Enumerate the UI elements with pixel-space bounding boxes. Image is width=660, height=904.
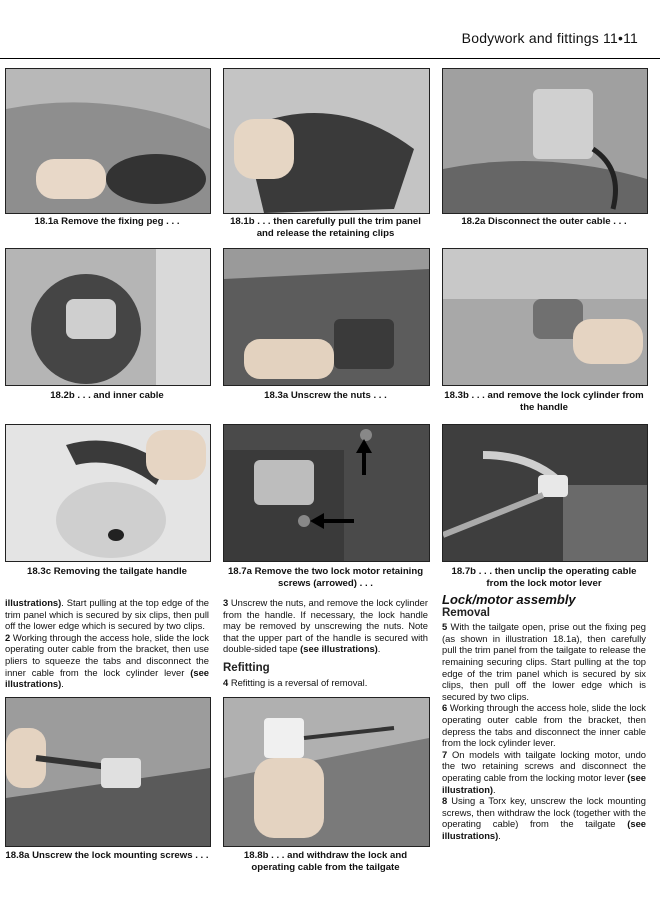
- caption-18-1a: 18.1a Remove the fixing peg . . .: [34, 216, 180, 227]
- text-column-3: [442, 594, 646, 841]
- photo-18-7a-image: [224, 425, 429, 561]
- illustrations-ref: (see illustrations): [442, 818, 646, 841]
- punct: .: [498, 829, 501, 841]
- photo-18-3a: [223, 248, 430, 386]
- header-rule: [0, 58, 660, 59]
- refitting-heading: Refitting: [223, 661, 270, 674]
- photo-18-1a-image: [6, 69, 210, 213]
- photo-18-8a: [5, 697, 211, 847]
- step-number-7: 7: [442, 748, 448, 760]
- step-number-4: 4: [223, 676, 229, 688]
- photo-18-1b: [223, 68, 430, 214]
- photo-18-7a: [223, 424, 430, 562]
- photo-18-8b: [223, 697, 430, 847]
- paragraph-5: [442, 621, 646, 702]
- section-heading: Lock/motor assembly: [442, 592, 576, 607]
- paragraph-7-text: On models with tailgate locking motor, undo the two retaining screws and disconnect the operating cable from the locking motor lever: [442, 748, 646, 783]
- illustration-ref: (see illustration): [442, 771, 646, 795]
- paragraph-7: [442, 749, 646, 795]
- page-title: Bodywork and fittings 11•11: [461, 30, 638, 46]
- paragraph-4-text: Refitting is a reversal of removal.: [228, 676, 368, 688]
- caption-18-7b: 18.7b . . . then unclip the operating cable from the lock motor lever: [451, 566, 637, 589]
- photo-18-2b: [5, 248, 211, 386]
- photo-18-8a-image: [6, 698, 210, 846]
- photo-18-2a: [442, 68, 648, 214]
- paragraph-6: [442, 702, 646, 748]
- illustrations-ref: (see illustrations): [5, 666, 209, 690]
- photo-18-3c: [5, 424, 211, 562]
- photo-18-3b-image: [443, 249, 647, 385]
- paragraph-5-text: With the tailgate open, prise out the fixing peg (as shown in illustration 18.1a), then carefully pull the trim panel from the tailgate to release the remaining securing clips. Start pulling at the top edge of the trim panel which is secured by six clips, then pull off the lower edge which is secured by two clips.: [442, 621, 646, 702]
- text-column-2: [223, 597, 428, 688]
- removal-heading: Removal: [442, 606, 490, 619]
- step-number-2: 2: [5, 631, 11, 643]
- punct: .: [493, 783, 496, 795]
- photo-18-2b-image: [6, 249, 210, 385]
- photo-18-1b-image: [224, 69, 429, 213]
- caption-18-3b: 18.3b . . . and remove the lock cylinder from the handle: [444, 390, 644, 413]
- photo-18-3a-image: [224, 249, 429, 385]
- photo-18-7b-image: [443, 425, 647, 561]
- photo-18-7b: [442, 424, 648, 562]
- page-header: [0, 0, 660, 58]
- caption-18-7a: 18.7a Remove the two lock motor retaining screws (arrowed) . . .: [227, 566, 424, 589]
- photo-18-3b: [442, 248, 648, 386]
- paragraph-2: [5, 632, 209, 690]
- paragraph-4: [223, 677, 428, 689]
- paragraph-6-text: Working through the access hole, slide the lock operating outer cable from the bracket, then depress the tabs and disconnect the inner cable from the lock cylinder lever.: [442, 702, 646, 749]
- illustrations-ref: illustrations): [5, 597, 62, 608]
- punct: .: [377, 643, 381, 655]
- paragraph-3-text: Unscrew the nuts, and remove the lock cylinder from the handle. If necessary, the lock handle may be removed by unscrewing the nuts. Note that the upper part of the handle is secured with double-sided tape: [223, 597, 428, 655]
- paragraph-8-text: Using a Torx key, unscrew the lock mounting screws, then withdraw the lock (together with the operating cable) from the tailgate: [442, 795, 646, 830]
- photo-18-1a: [5, 68, 211, 214]
- punct: .: [61, 678, 64, 690]
- illustrations-ref: (see illustrations): [300, 643, 378, 655]
- photo-18-3c-image: [6, 425, 210, 561]
- caption-18-1b: 18.1b . . . then carefully pull the trim panel and release the retaining clips: [230, 216, 421, 239]
- step-number-5: 5: [442, 621, 448, 633]
- step-number-3: 3: [223, 597, 229, 608]
- paragraph-1-cont: [5, 597, 209, 632]
- caption-18-8b: 18.8b . . . and withdraw the lock and operating cable from the tailgate: [243, 850, 408, 873]
- caption-18-2b: 18.2b . . . and inner cable: [50, 390, 164, 401]
- paragraph-3: [223, 597, 428, 655]
- paragraph-8: [442, 795, 646, 841]
- paragraph-2-text: Working through the access hole, slide the lock operating outer cable from the bracket, then use pliers to squeeze the tabs and disconnect the inner cable from the lock cylinder lever: [5, 631, 209, 678]
- step-number-6: 6: [442, 702, 448, 714]
- caption-18-3a: 18.3a Unscrew the nuts . . .: [264, 390, 387, 401]
- caption-18-8a: 18.8a Unscrew the lock mounting screws . . .: [5, 850, 209, 861]
- text-column-1: [5, 597, 209, 690]
- paragraph-1-text: . Start pulling at the top edge of the trim panel which is secured by six clips, then pull off the lower edge which is secured by two clips.: [5, 597, 209, 632]
- caption-18-2a: 18.2a Disconnect the outer cable . . .: [461, 216, 627, 227]
- caption-18-3c: 18.3c Removing the tailgate handle: [27, 566, 187, 577]
- photo-18-2a-image: [443, 69, 647, 213]
- step-number-8: 8: [442, 795, 448, 807]
- photo-18-8b-image: [224, 698, 429, 846]
